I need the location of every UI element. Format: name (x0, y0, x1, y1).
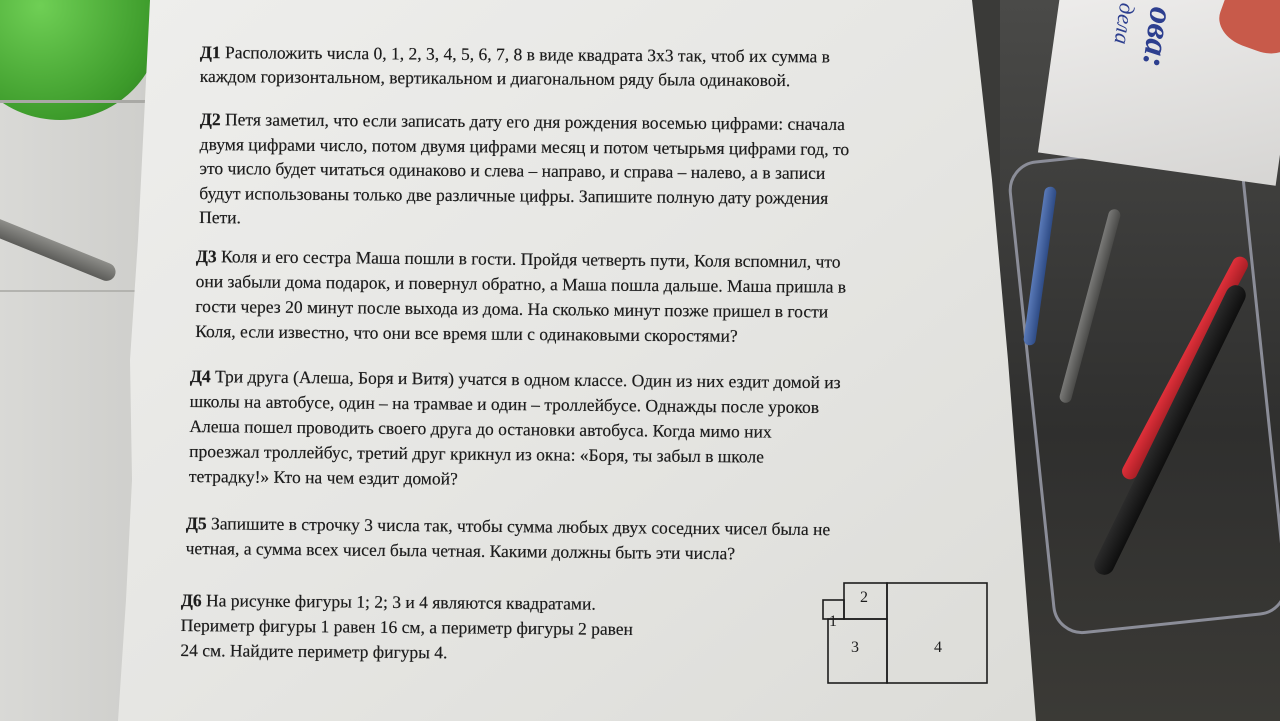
problem-label: Д1 (199, 41, 221, 63)
package-text: ова: (1134, 4, 1180, 70)
problem-line: Расположить числа 0, 1, 2, 3, 4, 5, 6, 7, 8 в виде квадрата 3х3 так, чтоб их сумма в (225, 42, 831, 67)
problem-line: гости через 20 минут после выхода из дома. На сколько минут позже пришел в гости (195, 295, 829, 322)
problem-label: Д3 (195, 245, 217, 267)
square-label-4: 4 (934, 639, 942, 656)
problem-line: каждом горизонтальном, вертикальном и диагональном ряду была одинаковой. (199, 65, 791, 91)
problem-line: Коля и его сестра Маша пошли в гости. Пройдя четверть пути, Коля вспомнил, что (220, 246, 841, 272)
problem-line: это число будет читаться одинаково и слева – направо, и справа – налево, а в записи (199, 157, 826, 183)
problem-label: Д6 (180, 589, 202, 611)
problem-label: Д5 (185, 512, 207, 534)
square-label-2: 2 (860, 589, 868, 606)
problem-line: школы на автобусе, один – на трамвае и один – троллейбусе. Однажды после уроков (189, 390, 820, 418)
problem-label: Д2 (199, 108, 221, 130)
square-4 (887, 583, 987, 683)
problem-label: Д4 (189, 365, 211, 387)
problem-line: Алеша пошел проводить своего друга до остановки автобуса. Когда мимо них (189, 415, 772, 442)
problem-line: проезжал троллейбус, третий друг крикнул из окна: «Боря, ты забыл в школе (189, 440, 765, 467)
problem-line: четная, а сумма всех чисел была четная. Какими должны быть эти числа? (185, 537, 736, 564)
square-label-1: 1 (829, 613, 837, 630)
problem-line: Петя заметил, что если записать дату его дня рождения восемью цифрами: сначала (224, 109, 846, 135)
package-text: дела (1109, 1, 1140, 47)
squares-figure (820, 580, 995, 690)
problem-line: Три друга (Алеша, Боря и Витя) учатся в одном классе. Один из них ездит домой из (214, 366, 841, 393)
problem-line: Коля, если известно, что они все время шли с одинаковыми скоростями? (195, 320, 738, 346)
problem-line: 24 см. Найдите периметр фигуры 4. (180, 639, 448, 663)
problem-line: они забыли дома подарок, и повернул обратно, а Маша пошла дальше. Маша пришла в (195, 270, 847, 297)
problem-line: Запишите в строчку 3 числа так, чтобы сумма любых двух соседних чисел была не (210, 513, 831, 540)
problem-line: Пети. (199, 206, 242, 228)
square-label-3: 3 (851, 639, 859, 656)
problem-line: двумя цифрами число, потом двумя цифрами месяц и потом четырьмя цифрами год, то (199, 133, 850, 159)
problem-line: тетрадку!» Кто на чем ездит домой? (188, 465, 458, 489)
problem-line: Периметр фигуры 1 равен 16 см, а периметр фигуры 2 равен (180, 614, 634, 639)
problem-line: На рисунке фигуры 1; 2; 3 и 4 являются квадратами. (205, 590, 596, 614)
problem-line: будут использованы только две различные цифры. Запишите полную дату рождения (199, 182, 829, 208)
